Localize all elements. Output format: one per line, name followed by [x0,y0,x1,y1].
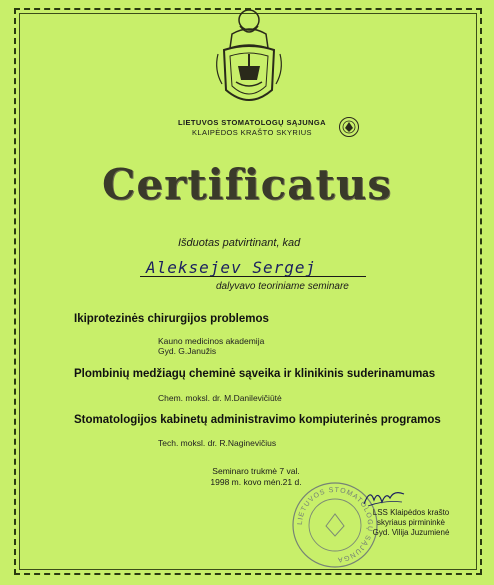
topic-lecturer-1-line-1: Kauno medicinos akademija [158,336,265,346]
participation-text: dalyvavo teoriniame seminare [216,281,349,292]
name-underline [140,276,366,277]
duration-line-1: Seminaro trukmė 7 val. [212,466,300,476]
signer-name: Gyd. Vilija Juzumienė [372,528,450,537]
certificate-title: Certificatus [101,160,393,209]
issued-text: Išduotas patvirtinant, kad [178,237,301,249]
stamp-text: LIETUVOS STOMATOLOGŲ SĄJUNGA [296,486,374,564]
signer-block [366,508,456,538]
duration-date: 1998 m. kovo mėn.21 d. [210,477,302,487]
topic-lecturer-2-line-1: Chem. moksl. dr. M.Danilevičiūtė [158,393,282,403]
topic-lecturer-2 [158,393,282,403]
signer-line-1: LSS Klaipėdos krašto [372,508,450,517]
topic-title-3: Stomatologijos kabinetų administravimo kompiuterinės programos [74,414,441,426]
signature-icon [362,486,406,508]
organization-name [162,118,342,138]
topic-lecturer-1 [158,336,264,356]
topic-title-1: Ikiprotezinės chirurgijos problemos [74,313,269,325]
organization-line-2: KLAIPĖDOS KRAŠTO SKYRIUS [192,128,312,137]
topic-lecturer-1-line-2: Gyd. G.Janužis [158,346,217,356]
topic-lecturer-3 [158,438,276,448]
topic-title-2: Plombinių medžiagų cheminė sąveika ir klinikinis suderinamumas [74,368,436,380]
association-seal-icon [338,116,360,138]
organization-line-1: LIETUVOS STOMATOLOGŲ SĄJUNGA [178,118,326,127]
topic-lecturer-3-line-1: Tech. moksl. dr. R.Naginevičius [158,438,277,448]
recipient-name: Aleksejev Sergej [146,258,317,277]
signer-line-2: skyriaus pirmininkė [376,518,446,527]
coat-of-arms-icon [212,4,286,116]
